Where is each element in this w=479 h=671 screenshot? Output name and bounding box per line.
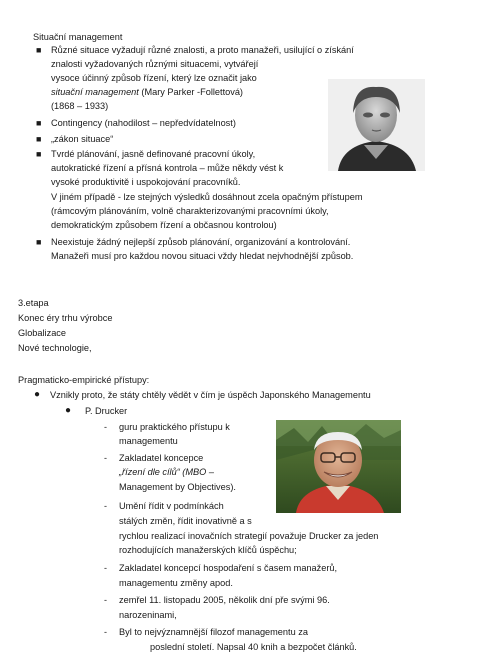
text-line: „zákon situace“ [51, 134, 114, 144]
portrait-photo-drucker [276, 420, 401, 513]
text-line: Nové technologie, [18, 343, 92, 353]
text-span: (Mary Parker -Follettová) [138, 87, 243, 97]
text-line: vysoce účinný způsob řízení, který lze označit jako [51, 73, 257, 83]
portrait-illustration [328, 79, 425, 171]
text-line: znalosti vyžadovaných různými situacemi, vytvářejí [51, 59, 259, 69]
portrait-illustration [276, 420, 401, 513]
bullet-square: ■ [36, 45, 42, 55]
text-line: rozhodujících manažerských klíčů úspěchu; [119, 545, 297, 555]
bullet-square: ■ [36, 237, 42, 247]
text-line: guru praktického přístupu k [119, 422, 230, 432]
dash-bullet: - [104, 563, 107, 573]
text-line: V jiném případě - lze stejných výsledků dosáhnout zcela opačným přístupem [51, 192, 363, 202]
text-line: managementu [119, 436, 178, 446]
bullet-square: ■ [36, 118, 42, 128]
text-line: autokratické řízení a přísná kontrola – může někdy vést k [51, 163, 284, 173]
text-line: vysoké produktivitě i uspokojování pracovníků. [51, 177, 241, 187]
text-line: Vznikly proto, že státy chtěly vědět v čím je úspěch Japonského Managementu [50, 390, 371, 400]
text-line: rychlou realizací inovačních strategií považuje Drucker za jeden [119, 531, 379, 541]
text-line [51, 86, 243, 98]
text-line: Management by Objectives). [119, 482, 236, 492]
text-line: Konec éry trhu výrobce [18, 313, 113, 323]
text-line: managementu změny apod. [119, 578, 233, 588]
text-line: poslední století. Napsal 40 knih a bezpočet článků. [150, 642, 357, 652]
text-line: 3.etapa [18, 298, 49, 308]
text-line: Zakladatel koncepcí hospodaření s časem manažerů, [119, 563, 338, 573]
text-line: Neexistuje žádný nejlepší způsob plánování, organizování a kontrolování. [51, 237, 351, 247]
text-line: stálých změn, řídit inovativně a s [119, 516, 252, 526]
dash-bullet: - [104, 501, 107, 511]
bullet-square: ■ [36, 134, 42, 144]
text-line: Byl to nejvýznamnější filozof managementu za [119, 627, 308, 637]
text-line: Umění řídit v podmínkách [119, 501, 224, 511]
text-line: Zakladatel koncepce [119, 453, 204, 463]
text-line: demokratickým způsobem řízení a občasnou kontrolou) [51, 220, 277, 230]
text-line: „řízení dle cílů“ (MBO – [119, 467, 214, 477]
bullet-disc: ● [34, 389, 41, 400]
text-line: Manažeři musí pro každou novou situaci vždy hledat nejvhodnější způsob. [51, 251, 354, 261]
text-line: P. Drucker [85, 406, 128, 416]
text-line: Globalizace [18, 328, 67, 338]
text-line: zemřel 11. listopadu 2005, několik dní pře svými 96. [119, 595, 330, 605]
text-line: (1868 – 1933) [51, 101, 109, 111]
text-line: narozeninami, [119, 610, 177, 620]
portrait-photo-follett [328, 79, 425, 171]
dash-bullet: - [104, 453, 107, 463]
dash-bullet: - [104, 595, 107, 605]
text-line: (rámcovým plánováním, volně charakterizovanými pracovními úkoly, [51, 206, 329, 216]
bullet-disc: ● [65, 405, 72, 416]
section-title-situacni: Situační management [33, 32, 123, 42]
section-title-pragmaticko: Pragmaticko-empirické přístupy: [18, 375, 150, 385]
dash-bullet: - [104, 422, 107, 432]
text-line: Tvrdé plánování, jasně definované pracovní úkoly, [51, 149, 256, 159]
text-line: Různé situace vyžadují různé znalosti, a proto manažeři, usilující o získání [51, 45, 354, 55]
italic-term: situační management [51, 87, 139, 97]
dash-bullet: - [104, 627, 107, 637]
bullet-square: ■ [36, 149, 42, 159]
text-line: Contingency (nahodilost – nepředvídatelnost) [51, 118, 236, 128]
